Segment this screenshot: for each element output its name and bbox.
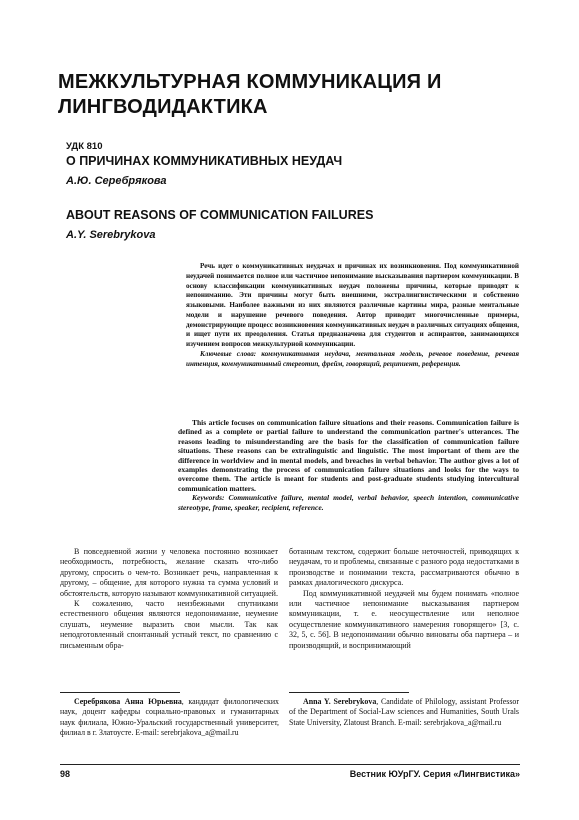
article-title-ru: О ПРИЧИНАХ КОММУНИКАТИВНЫХ НЕУДАЧ	[66, 154, 343, 168]
footnote-name-en: Anna Y. Serebrykova	[303, 697, 377, 706]
abstract-ru	[186, 262, 519, 369]
author-en: A.Y. Serebrykova	[66, 229, 156, 241]
body-column-left	[60, 547, 278, 651]
body-paragraph: К сожалению, часто неизбежными спутниками естественного общения являются недопонимание, неумение слушать, неумение выразить свои мысли. Так как неподготовленный спонтанный устный текст, по сравнению с письменным обра-	[60, 599, 278, 650]
footnote-rule-right	[289, 692, 409, 693]
body-paragraph: В повседневной жизни у человека постоянно возникает необходимость, потребность, желание сказать что-либо другому, спросить о чем-то. Возникает речь, направленная к другому, – общение, для которого нужна та сумма условий и обстоятельств, которую называют коммуникативной ситуацией.	[60, 547, 278, 598]
keywords-ru: Ключевые слова: коммуникативная неудача, ментальная модель, речевое поведение, речевая интенция, коммуникативный стереотип, фрейм, говорящий, реципиент, референция.	[186, 349, 519, 368]
udk-code: УДК 810	[66, 141, 103, 152]
keywords-en: Keywords: Communicative failure, mental model, verbal behavior, speech intention, communicative stereotype, frame, speaker, recipient, reference.	[178, 493, 519, 512]
section-title: МЕЖКУЛЬТУРНАЯ КОММУНИКАЦИЯ И ЛИНГВОДИДАКТИКА	[58, 71, 442, 118]
footnote-rule-left	[60, 692, 180, 693]
body-column-right	[289, 547, 519, 651]
footnote-name-ru: Серебрякова Анна Юрьевна	[74, 697, 182, 706]
page-number: 98	[60, 769, 71, 779]
footnote-details-en: , Candidate of Philology, assistant Professor of the Department of Social-Law sciences and Humanities, South Urals State University, Zlatoust Branch. E-mail: serebrjakova_a@mail.ru	[289, 697, 519, 727]
footnote-author-en	[289, 697, 519, 728]
abstract-en-text: This article focuses on communication failure situations and their reasons. Communication failure is defined as a complete or partial failure to understand the communication partner's utterances. The reasons leading to misunderstanding are the basis for the classification of communication failure situations. These reasons can be extralinguistic and linguistic. The most important of them are the difference in worldview and in mental models, and breaches in verbal behavior. The author gives a lot of examples demonstrating the process of communication failure situations and looks for the ways to overcome them. The article is meant for students and post-graduate students studying intercultural communication matters.	[178, 418, 519, 493]
abstract-en	[178, 418, 519, 512]
footnote-details-ru: , кандидат филологических наук, доцент кафедры социально-правовых и гуманитарных наук филиала, Южно-Уральский государственный университет, филиал в г. Златоусте. E-mail: serebrjakova_a@mail.ru	[60, 697, 279, 737]
body-paragraph: ботанным текстом, содержит больше неточностей, приводящих к неудачам, то и проблемы, связанные с разного рода недостатками в производстве и понимании текста, рассматриваются обычно в рамках диалогического дискурса.	[289, 547, 519, 588]
footnote-author-ru	[60, 697, 279, 738]
journal-name: Вестник ЮУрГУ. Серия «Лингвистика»	[349, 769, 520, 779]
author-ru: А.Ю. Серебрякова	[66, 175, 167, 187]
article-title-en: ABOUT REASONS OF COMMUNICATION FAILURES	[66, 208, 374, 222]
body-paragraph: Под коммуникативной неудачей мы будем понимать «полное или частичное непонимание высказывания партнером коммуникации, т. е. неосуществление или неполное осуществление коммуникативного намерения говорящего» [3, с. 32, 5, с. 56]. В недопонимании обычно виноваты оба партнера – и производящий, и воспринимающий	[289, 588, 519, 650]
footer-rule	[60, 764, 520, 765]
abstract-ru-text: Речь идет о коммуникативных неудачах и причинах их возникновения. Под коммуникативной неудачей понимается полное или частичное непонимание высказывания партнером коммуникации. В основу классификации коммуникативных неудач положены причины, которые приводят к непониманию. Эти причины могут быть внешними, экстралингвистическими и собственно языковыми. Наиболее важными из них являются различные картины мира, разные ментальные модели и нарушение речевого поведения. Автор приводит многочисленные примеры, демонстрирующие процесс возникновения коммуникативных неудач в различных ситуациях общения, и ищет пути их преодоления. Статья предназначена для студентов и аспирантов, занимающихся изучением вопросов межкультурной коммуникации.	[186, 262, 519, 348]
